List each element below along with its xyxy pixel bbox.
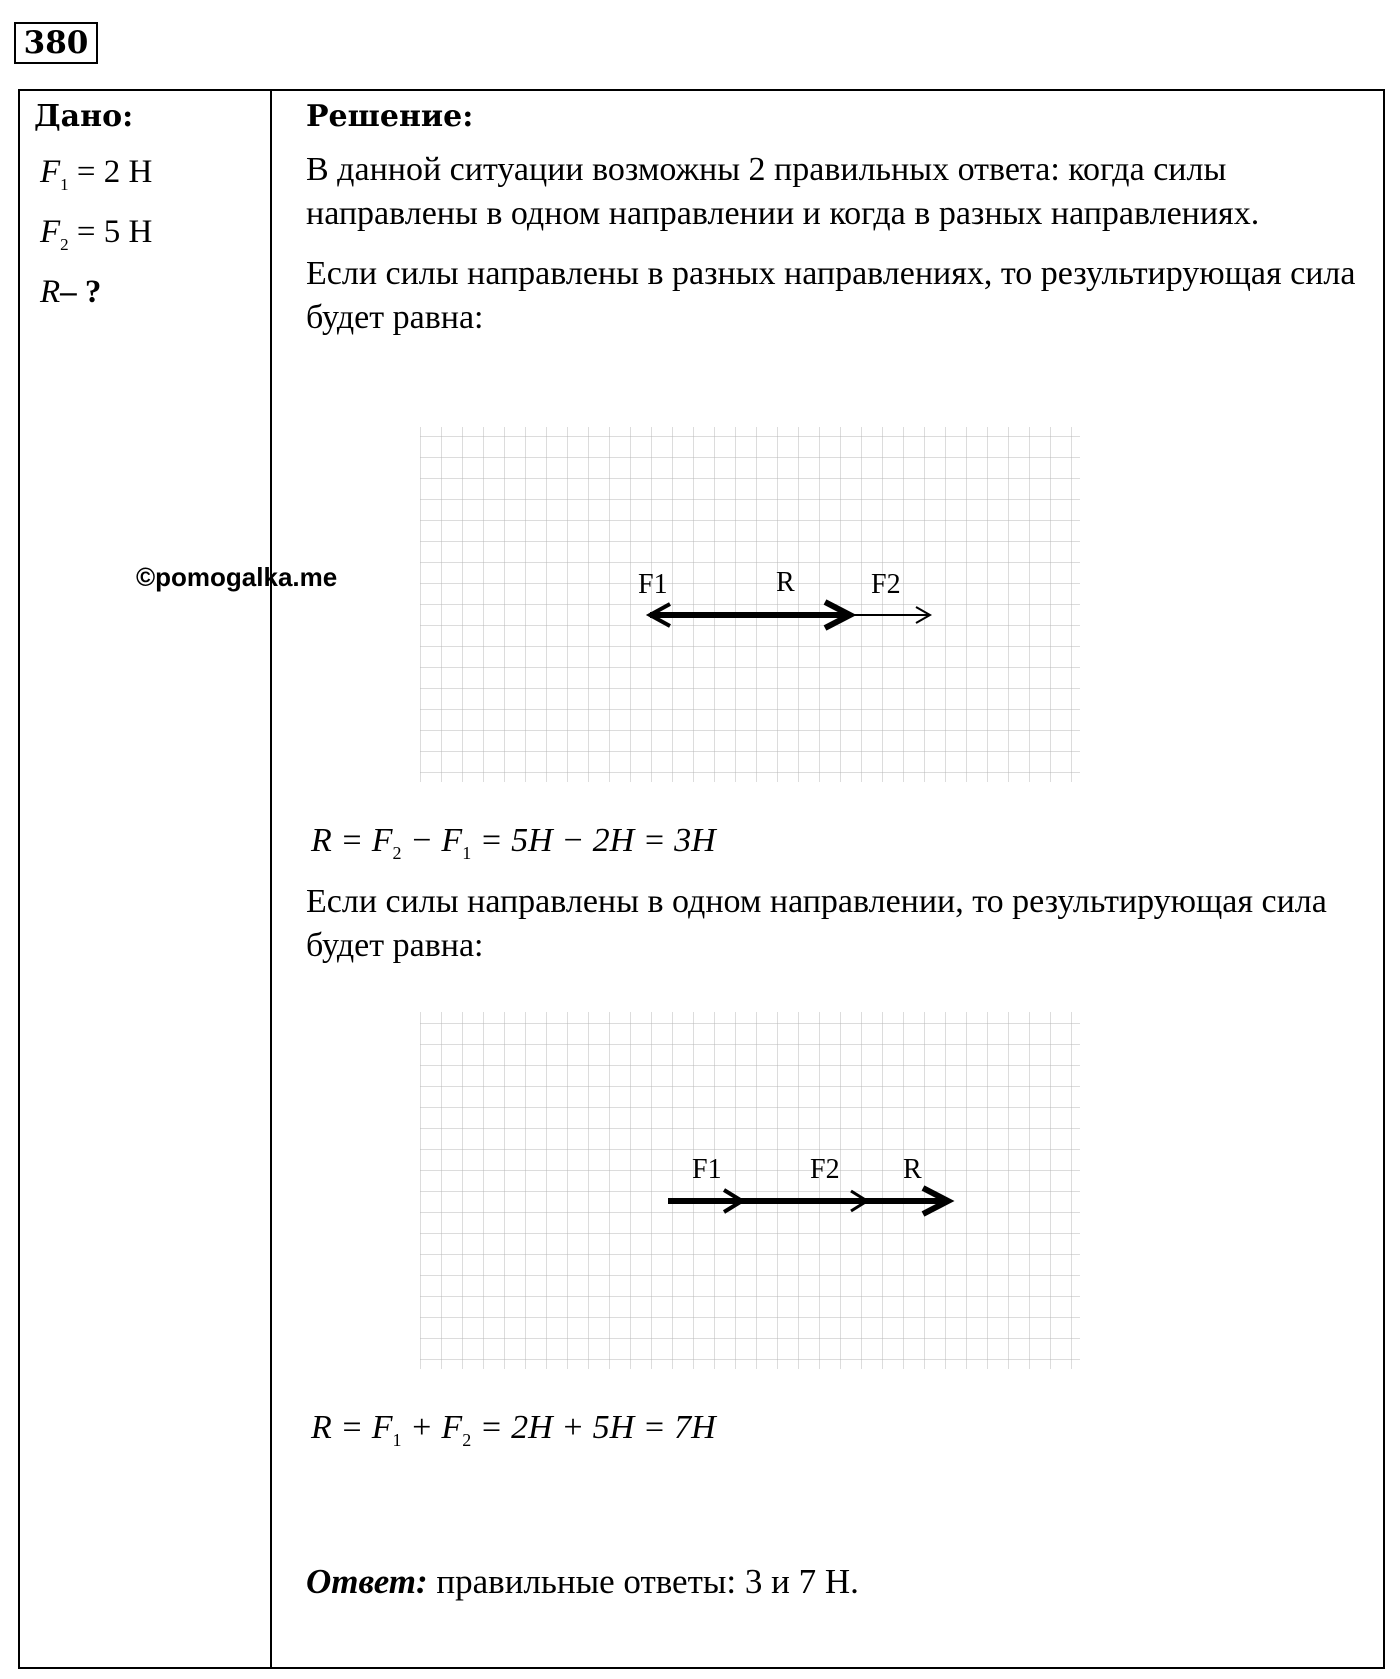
answer-line	[306, 1562, 859, 1602]
answer-text: правильные ответы: 3 и 7 Н.	[427, 1562, 859, 1601]
given-f2: $F_2 = 5$ Н	[40, 214, 153, 254]
given-r: R– ?	[40, 274, 102, 310]
intro-text: В данной ситуации возможны 2 правильных ответа: когда силы направлены в одном направлении и когда в разных направлениях.	[306, 151, 1260, 232]
diagram-same-direction-forces	[0, 1002, 1400, 1382]
watermark: ©pomogalka.me	[136, 562, 338, 592]
label-r: R	[776, 567, 795, 598]
given-f1: $F_1 = 2$ Н	[40, 154, 153, 194]
column-divider	[270, 89, 272, 1669]
solution-column	[306, 92, 1366, 340]
label-f1: F1	[638, 569, 668, 600]
label-f1: F1	[692, 1154, 722, 1185]
answer-label: Ответ:	[306, 1562, 428, 1601]
grid-paper	[420, 427, 1080, 782]
label-r: R	[903, 1154, 922, 1185]
given-heading: Дано:	[34, 99, 134, 134]
problem-number: 380	[14, 22, 98, 64]
given-column	[34, 92, 264, 322]
case2-text: Если силы направлены в одном направлении, то результирующая сила будет равна:	[306, 883, 1327, 964]
label-f2: F2	[810, 1154, 840, 1185]
label-f2: F2	[871, 569, 901, 600]
solution-heading: Решение:	[306, 99, 474, 134]
formula-difference: $R = F_2 - F_1 = 5H - 2H = 3H$	[311, 822, 716, 863]
case1-text: Если силы направлены в разных направлениях, то результирующая сила будет равна:	[306, 255, 1356, 336]
formula-sum: $R = F_1 + F_2 = 2H + 5H = 7H$	[311, 1409, 716, 1450]
diagram-opposite-forces	[0, 415, 1400, 795]
grid-paper	[420, 1012, 1080, 1369]
